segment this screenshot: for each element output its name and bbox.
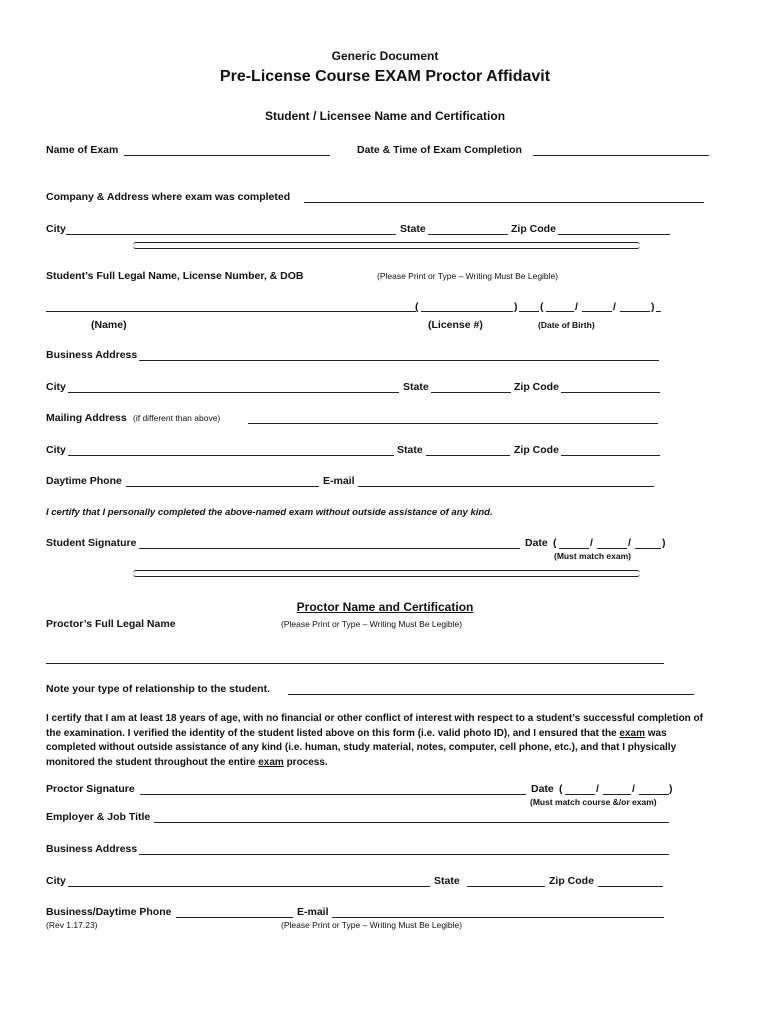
proctor-state-label: State — [434, 875, 460, 887]
proctor-name-field[interactable] — [46, 663, 664, 664]
student-full-name-label: Student’s Full Legal Name, License Number, & DOB — [46, 270, 304, 282]
proctor-date-day-field[interactable] — [603, 794, 631, 795]
student-date-month-field[interactable] — [559, 548, 589, 549]
state-label: State — [400, 223, 426, 235]
student-date-slash-1: / — [590, 537, 593, 549]
business-zip-field[interactable] — [561, 392, 660, 393]
business-city-label: City — [46, 381, 66, 393]
mailing-zip-field[interactable] — [561, 455, 660, 456]
proctor-zip-label: Zip Code — [549, 875, 594, 887]
company-address-field[interactable] — [304, 202, 704, 203]
proctor-date-month-field[interactable] — [565, 794, 595, 795]
proctor-state-field[interactable] — [467, 886, 545, 887]
date-time-completion-field[interactable] — [533, 155, 709, 156]
name-of-exam-label: Name of Exam — [46, 144, 119, 156]
section-title-student: Student / Licensee Name and Certification — [264, 109, 506, 123]
proctor-date-label: Date — [531, 783, 554, 795]
mailing-address-note: (if different than above) — [133, 413, 221, 423]
license-open-paren: ( — [415, 301, 419, 313]
student-certification-statement: I certify that I personally completed the above-named exam without outside assistance of any kind. — [46, 507, 493, 518]
name-caption: (Name) — [91, 319, 127, 331]
proctor-phone-label: Business/Daytime Phone — [46, 906, 172, 918]
proctor-date-close-paren: ) — [669, 783, 673, 795]
student-signature-label: Student Signature — [46, 537, 137, 549]
business-state-field[interactable] — [431, 392, 511, 393]
proctor-full-name-label: Proctor’s Full Legal Name — [46, 618, 176, 630]
student-signature-field[interactable] — [139, 548, 520, 549]
print-note: (Please Print or Type – Writing Must Be Legible) — [377, 271, 559, 281]
city-label: City — [46, 223, 66, 235]
mailing-address-field[interactable] — [248, 423, 658, 424]
certify-text-1: I certify that I am at least 18 years of age, with no financial or other conflict of interest with respect to a student’s successful completion of the examination. I verified the identity of the student listed above on this form (i.e. valid photo ID), and I ensured that the — [46, 713, 703, 739]
dob-day-field[interactable] — [582, 311, 612, 312]
license-number-field[interactable] — [421, 311, 513, 312]
business-state-label: State — [403, 381, 429, 393]
mailing-zip-label: Zip Code — [514, 444, 559, 456]
page-title: Pre-License Course EXAM Proctor Affidavit — [219, 68, 551, 85]
license-caption: (License #) — [428, 319, 483, 331]
dob-trailing-line — [656, 311, 661, 312]
company-address-label: Company & Address where exam was completed — [46, 191, 291, 203]
certify-exam-word-2: exam — [258, 756, 284, 768]
student-date-slash-2: / — [628, 537, 631, 549]
mailing-state-field[interactable] — [426, 455, 510, 456]
proctor-date-year-field[interactable] — [639, 794, 669, 795]
student-name-field[interactable] — [46, 311, 416, 312]
section-divider — [133, 242, 640, 249]
certify-text-2: was completed without outside assistance of any kind (i.e. human, study material, notes, computer, cell phone, etc.), and that I physically monitored the student throughout the entire — [46, 727, 677, 768]
mailing-city-label: City — [46, 444, 66, 456]
student-date-day-field[interactable] — [597, 548, 627, 549]
proctor-date-slash-1: / — [596, 783, 599, 795]
certify-exam-word-1: exam — [619, 727, 645, 739]
employer-field[interactable] — [154, 822, 669, 823]
relationship-label: Note your type of relationship to the student. — [46, 683, 271, 695]
dob-open-paren: ( — [540, 301, 544, 313]
proctor-city-field[interactable] — [68, 886, 430, 887]
section-title-proctor: Proctor Name and Certification — [296, 600, 474, 614]
section-divider-2 — [133, 570, 640, 577]
proctor-city-label: City — [46, 875, 66, 887]
business-city-field[interactable] — [68, 392, 399, 393]
document-type: Generic Document — [331, 49, 439, 63]
city-field[interactable] — [66, 234, 396, 235]
license-close-paren: ) — [514, 301, 518, 313]
daytime-phone-field[interactable] — [126, 486, 319, 487]
dob-year-field[interactable] — [620, 311, 650, 312]
daytime-phone-label: Daytime Phone — [46, 475, 122, 487]
student-email-field[interactable] — [358, 486, 654, 487]
proctor-must-match-note: (Must match course &/or exam) — [530, 797, 657, 807]
proctor-date-open-paren: ( — [559, 783, 563, 795]
dob-caption: (Date of Birth) — [538, 320, 595, 330]
student-email-label: E-mail — [323, 475, 355, 487]
relationship-field[interactable] — [288, 694, 694, 695]
dob-lead-line — [519, 311, 539, 312]
state-field[interactable] — [428, 234, 508, 235]
business-address-label: Business Address — [46, 349, 138, 361]
zip-label: Zip Code — [511, 223, 556, 235]
student-date-label: Date — [525, 537, 548, 549]
proctor-print-note: (Please Print or Type – Writing Must Be Legible) — [281, 619, 463, 629]
dob-slash-1: / — [575, 301, 578, 313]
dob-close-paren: ) — [651, 301, 655, 313]
proctor-phone-field[interactable] — [176, 917, 293, 918]
proctor-certification-statement — [46, 712, 716, 770]
proctor-email-field[interactable] — [332, 917, 664, 918]
business-zip-label: Zip Code — [514, 381, 559, 393]
proctor-email-label: E-mail — [297, 906, 329, 918]
student-date-year-field[interactable] — [635, 548, 661, 549]
name-of-exam-field[interactable] — [124, 155, 330, 156]
proctor-print-note-bottom: (Please Print or Type – Writing Must Be Legible) — [281, 920, 463, 930]
proctor-date-slash-2: / — [632, 783, 635, 795]
student-must-match-note: (Must match exam) — [554, 551, 631, 561]
mailing-state-label: State — [397, 444, 423, 456]
dob-month-field[interactable] — [546, 311, 574, 312]
proctor-business-address-label: Business Address — [46, 843, 138, 855]
proctor-zip-field[interactable] — [598, 886, 663, 887]
employer-label: Employer & Job Title — [46, 811, 151, 823]
dob-slash-2: / — [613, 301, 616, 313]
mailing-city-field[interactable] — [68, 455, 394, 456]
student-date-open-paren: ( — [553, 537, 557, 549]
certify-text-3: process. — [283, 756, 328, 768]
revision-label: (Rev 1.17.23) — [46, 920, 98, 930]
mailing-address-label: Mailing Address — [46, 412, 127, 424]
proctor-business-address-field[interactable] — [139, 854, 669, 855]
date-time-completion-label: Date & Time of Exam Completion — [357, 144, 522, 156]
proctor-signature-label: Proctor Signature — [46, 783, 135, 795]
student-date-close-paren: ) — [662, 537, 666, 549]
zip-field[interactable] — [558, 234, 670, 235]
proctor-signature-field[interactable] — [140, 794, 526, 795]
business-address-field[interactable] — [139, 360, 659, 361]
